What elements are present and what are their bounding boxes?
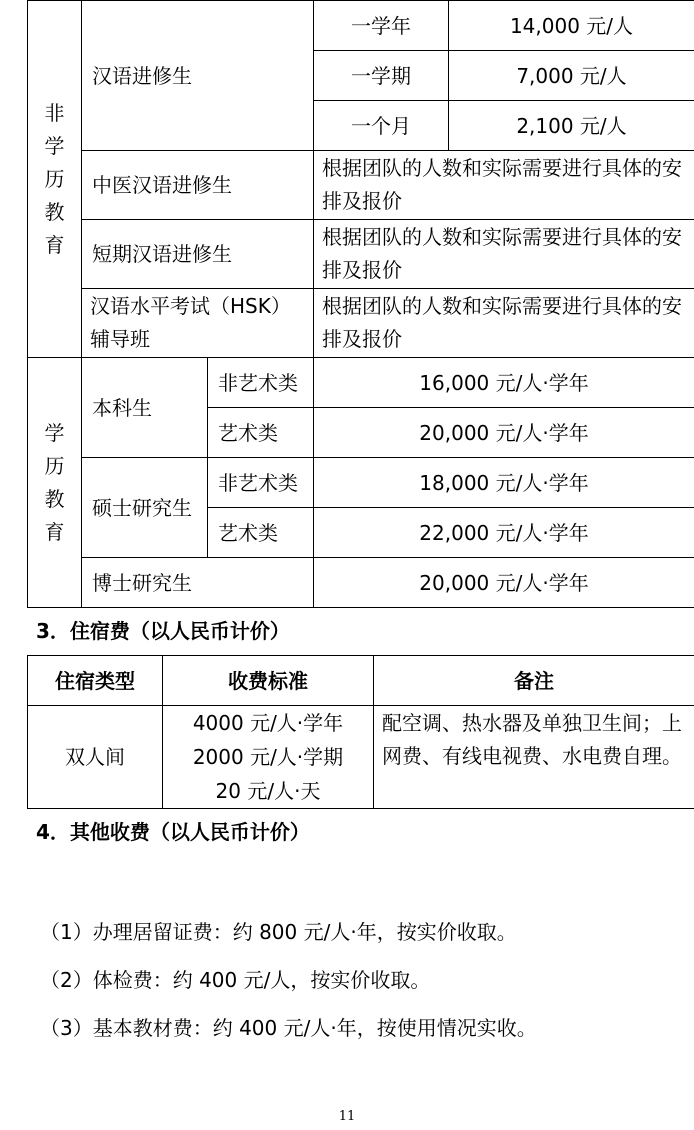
section3-heading: 3．住宿费（以人民币计价）: [36, 619, 290, 643]
fee-line: 4000 元/人·学年: [192, 711, 344, 735]
fee-cell: 16,000 元/人·学年: [314, 358, 694, 408]
program-label: 汉语水平考试（HSK）辅导班: [82, 289, 314, 358]
program-label: 短期汉语进修生: [82, 220, 314, 289]
page-number: 11: [338, 1109, 356, 1124]
tuition-table: [27, 0, 694, 608]
type-cell: 非艺术类: [208, 358, 314, 408]
fee-line: 2000 元/人·学期: [192, 745, 344, 769]
undergrad-label: 本科生: [82, 358, 208, 458]
remark-cell: 配空调、热水器及单独卫生间；上网费、有线电视费、水电费自理。: [374, 706, 694, 809]
fee-cell: 20,000 元/人·学年: [314, 558, 694, 608]
fee-cell: 18,000 元/人·学年: [314, 458, 694, 508]
section4-heading: 4．其他收费（以人民币计价）: [36, 820, 310, 844]
header-remark: 备注: [374, 656, 694, 706]
fee-note: 根据团队的人数和实际需要进行具体的安排及报价: [314, 220, 694, 289]
fee-cell: 14,000 元/人: [449, 1, 694, 51]
fee-standard-cell: [163, 706, 374, 809]
accommodation-table: [27, 655, 694, 809]
degree-category: 学 历 教 育: [28, 358, 82, 608]
type-cell: 艺术类: [208, 408, 314, 458]
program-label: 中医汉语进修生: [82, 151, 314, 220]
fee-cell: 20,000 元/人·学年: [314, 408, 694, 458]
header-fee-standard: 收费标准: [163, 656, 374, 706]
room-type-cell: 双人间: [28, 706, 163, 809]
non-degree-category: 非 学 历 教 育: [28, 1, 82, 358]
master-label: 硕士研究生: [82, 458, 208, 558]
fee-cell: 2,100 元/人: [449, 101, 694, 151]
type-cell: 非艺术类: [208, 458, 314, 508]
fee-note: 根据团队的人数和实际需要进行具体的安排及报价: [314, 289, 694, 358]
fee-line: 20 元/人·天: [215, 779, 321, 803]
period-cell: 一学期: [314, 51, 449, 101]
chinese-advanced-label: 汉语进修生: [82, 1, 314, 151]
fee-item: （1）办理居留证费：约 800 元/人·年，按实价收取。: [40, 920, 517, 944]
fee-item: （2）体检费：约 400 元/人，按实价收取。: [40, 968, 431, 992]
fee-cell: 22,000 元/人·学年: [314, 508, 694, 558]
fee-note: 根据团队的人数和实际需要进行具体的安排及报价: [314, 151, 694, 220]
phd-label: 博士研究生: [82, 558, 314, 608]
header-room-type: 住宿类型: [28, 656, 163, 706]
fee-cell: 7,000 元/人: [449, 51, 694, 101]
type-cell: 艺术类: [208, 508, 314, 558]
period-cell: 一学年: [314, 1, 449, 51]
fee-item: （3）基本教材费：约 400 元/人·年，按使用情况实收。: [40, 1016, 537, 1040]
period-cell: 一个月: [314, 101, 449, 151]
